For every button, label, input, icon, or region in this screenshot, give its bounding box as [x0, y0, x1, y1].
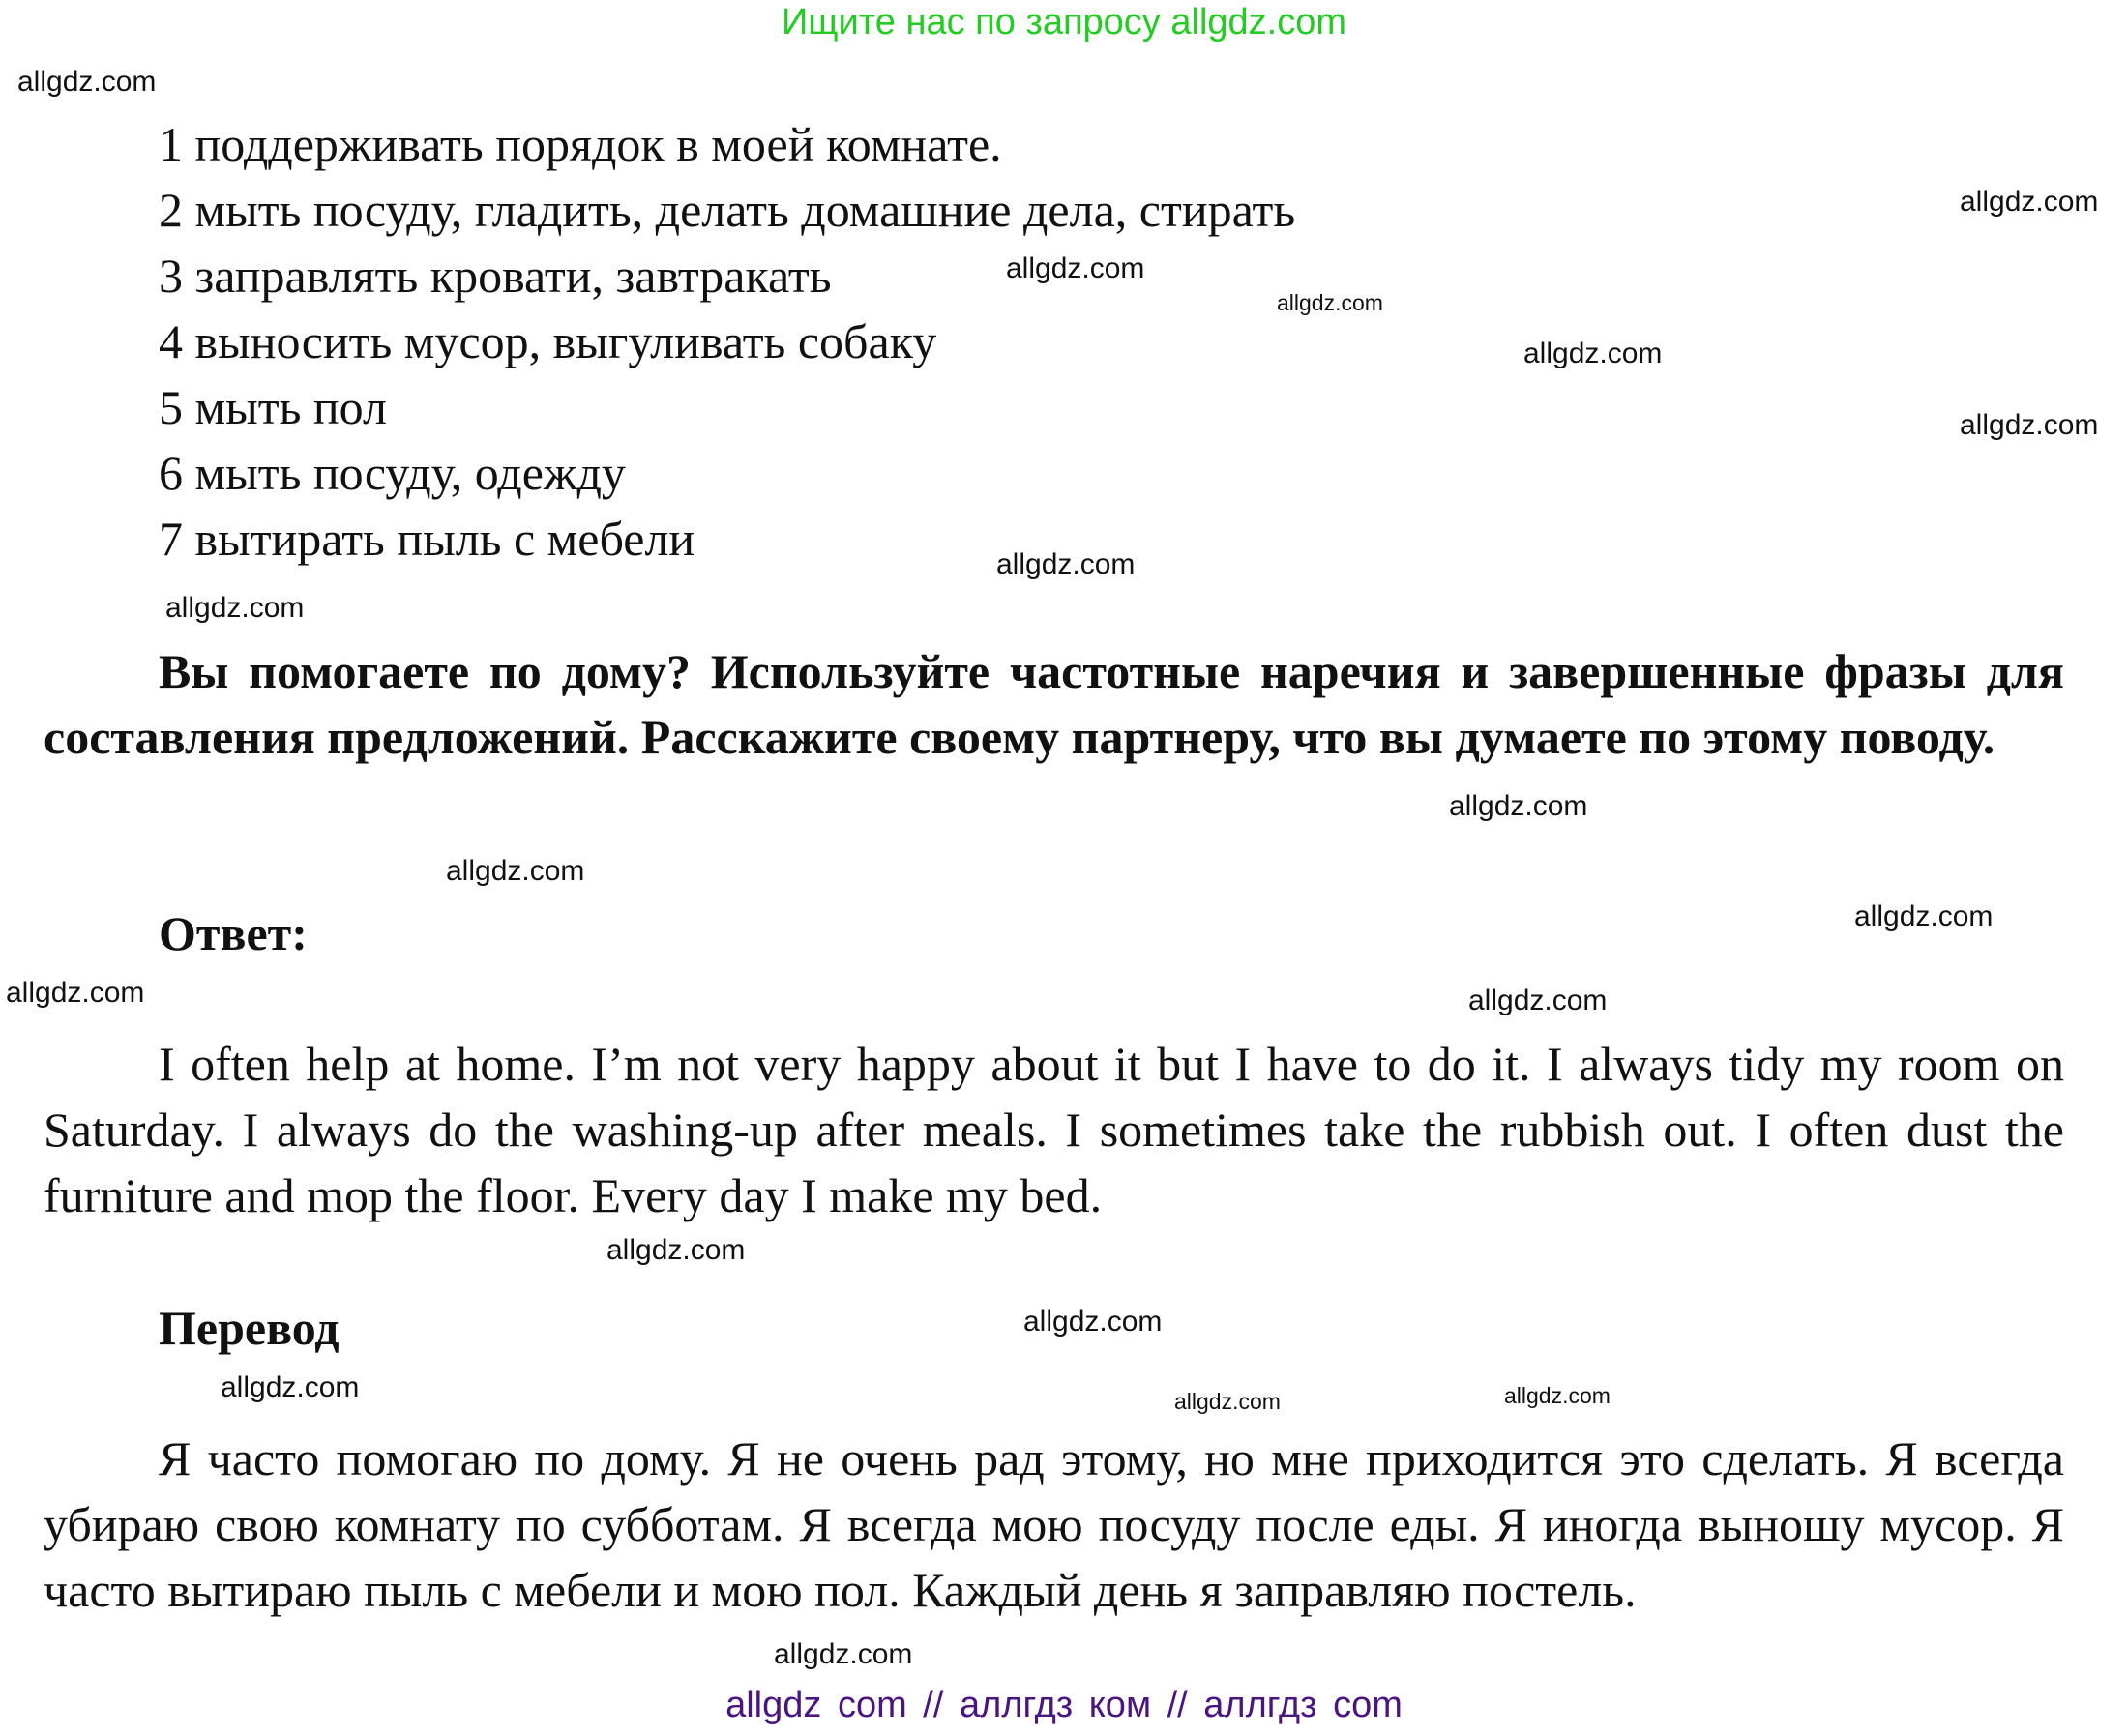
watermark: allgdz.com	[1854, 900, 1994, 932]
translation-heading: Перевод	[159, 1301, 340, 1355]
watermark: allgdz.com	[1449, 790, 1588, 822]
list-item: 1 поддерживать порядок в моей комнате.	[159, 117, 1002, 171]
watermark: allgdz.com	[165, 592, 305, 624]
watermark: allgdz.com	[446, 855, 585, 887]
watermark: allgdz.com	[774, 1638, 913, 1670]
watermark: allgdz.com	[1006, 252, 1145, 284]
watermark: allgdz.com	[996, 548, 1136, 580]
watermark: allgdz.com	[1277, 290, 1383, 315]
list-item: 2 мыть посуду, гладить, делать домашние дела, стирать	[159, 183, 1296, 237]
watermark: allgdz.com	[1960, 186, 2099, 218]
watermark: allgdz.com	[606, 1234, 746, 1266]
watermark: allgdz.com	[1023, 1306, 1163, 1338]
list-item: 6 мыть посуду, одежду	[159, 446, 626, 500]
site-footer: allgdz com // аллгдз ком // аллгдз com	[725, 1685, 1403, 1725]
list-item: 4 выносить мусор, выгуливать собаку	[159, 314, 937, 368]
watermark: allgdz.com	[17, 66, 157, 98]
answer-text: I often help at home. I’m not very happy about it but I have to do it. I always tidy my room on Saturday. I always do the washing-up after meals. I sometimes take the rubbish out. I often dust the furniture and mop the floor. Every day I make my bed.	[44, 1037, 2064, 1222]
list-item: 5 мыть пол	[159, 380, 387, 434]
answer-heading: Ответ:	[159, 906, 308, 960]
watermark: allgdz.com	[221, 1371, 360, 1403]
watermark: allgdz.com	[1504, 1383, 1611, 1408]
phrase-list	[159, 111, 1295, 572]
watermark: allgdz.com	[1960, 409, 2099, 441]
site-banner: Ищите нас по запросу allgdz.com	[781, 2, 1346, 43]
watermark: allgdz.com	[1174, 1389, 1281, 1414]
translation-text: Я часто помогаю по дому. Я не очень рад этому, но мне приходится это сделать. Я всегда убираю свою комнату по субботам. Я всегда мою посуду после еды. Я иногда выношу мусор. Я часто вытираю пыль с мебели и мою пол. Каждый день я заправляю постель.	[44, 1431, 2064, 1617]
list-item: 3 заправлять кровати, завтракать	[159, 249, 832, 303]
watermark: allgdz.com	[1468, 985, 1608, 1016]
task-text: Вы помогаете по дому? Используйте частотные наречия и завершенные фразы для составления предложений. Расскажите своему партнеру, что вы думаете по этому поводу.	[44, 644, 2064, 764]
watermark: allgdz.com	[6, 977, 145, 1009]
list-item: 7 вытирать пыль с мебели	[159, 512, 695, 566]
watermark: allgdz.com	[1523, 338, 1663, 369]
